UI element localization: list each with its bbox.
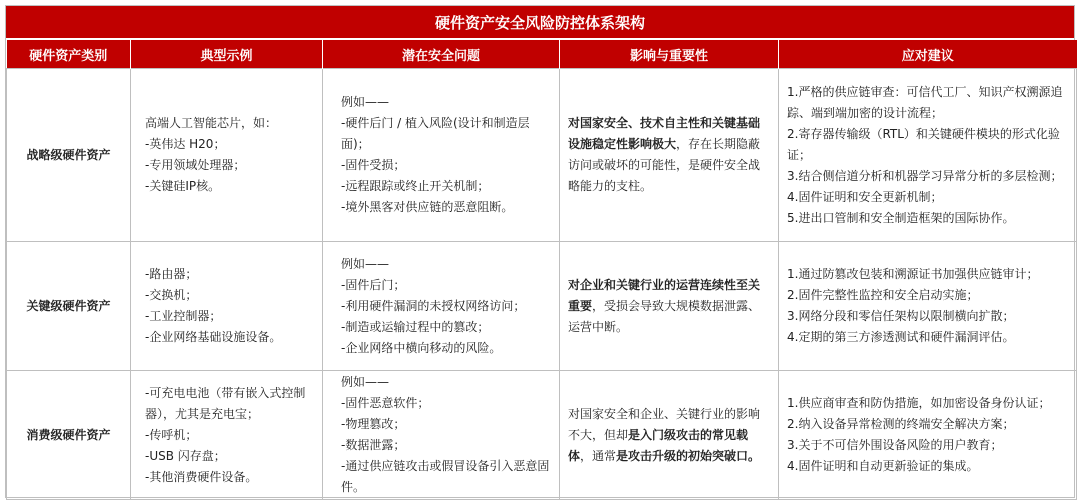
table-row-strategic	[7, 69, 1077, 242]
table-row-consumer	[7, 371, 1077, 500]
impact-text: 对国家安全和企业、关键行业的影响不大，但却	[568, 406, 761, 442]
examples-cell: 高端人工智能芯片，如： -英伟达 H20； -专用领域处理器； -关键硅IP核。	[131, 69, 323, 242]
framework-table	[6, 40, 1077, 500]
category-cell: 战略级硬件资产	[7, 69, 131, 242]
examples-cell: -可充电电池（带有嵌入式控制器），尤其是充电宝； -传呼机； -USB 闪存盘； -其他消费硬件设备。	[131, 371, 323, 500]
impact-cell	[560, 371, 779, 500]
issues-cell: 例如—— -硬件后门 / 植入风险(设计和制造层面)； -固件受损； -远程跟踪或终止开关机制； -境外黑客对供应链的恶意阻断。	[323, 69, 560, 242]
examples-cell: -路由器； -交换机； -工业控制器； -企业网络基础设施设备。	[131, 242, 323, 371]
header-examples: 典型示例	[131, 40, 323, 69]
impact-cell	[560, 242, 779, 371]
impact-emphasis: 对企业和关键行业的运营连续性至关重要	[568, 277, 761, 313]
impact-emphasis: 是攻击升级的初始突破口。	[616, 448, 761, 463]
issues-cell: 例如—— -固件后门； -利用硬件漏洞的未授权网络访问； -制造或运输过程中的篡改； -企业网络中横向移动的风险。	[323, 242, 560, 371]
header-impact: 影响与重要性	[560, 40, 779, 69]
impact-cell	[560, 69, 779, 242]
advice-cell: 1.严格的供应链审查：可信代工厂、知识产权溯源追踪、端到端加密的设计流程； 2.寄存器传输级（RTL）和关键硬件模块的形式化验证； 3.结合侧信道分析和机器学习异常分析的多层检测； 4.固件证明和安全更新机制； 5.进出口管制和安全制造框架的国际协作。	[779, 69, 1077, 242]
impact-emphasis: 对国家安全、技术自主性和关键基础设施稳定性影响极大	[568, 116, 761, 151]
category-cell: 关键级硬件资产	[7, 242, 131, 371]
header-issues: 潜在安全问题	[323, 40, 560, 69]
header-row	[7, 40, 1077, 69]
advice-cell: 1.供应商审查和防伪措施，如加密设备身份认证； 2.纳入设备异常检测的终端安全解决方案； 3.关于不可信外围设备风险的用户教育； 4.固件证明和自动更新验证的集成。	[779, 371, 1077, 500]
advice-cell: 1.通过防篡改包装和溯源证书加强供应链审计； 2.固件完整性监控和安全启动实施； 3.网络分段和零信任架构以限制横向扩散； 4.定期的第三方渗透测试和硬件漏洞评估。	[779, 242, 1077, 371]
table-title: 硬件资产安全风险防控体系架构	[6, 6, 1074, 40]
header-category: 硬件资产类别	[7, 40, 131, 69]
issues-cell: 例如—— -固件恶意软件； -物理篡改； -数据泄露； -通过供应链攻击或假冒设备引入恶意固件。	[323, 371, 560, 500]
impact-emphasis: 是入门级攻击的常见载体	[568, 427, 749, 463]
impact-text: ，通常	[580, 448, 617, 463]
header-advice: 应对建议	[779, 40, 1077, 69]
risk-framework-table	[5, 5, 1075, 498]
table-row-critical	[7, 242, 1077, 371]
impact-text: ，存在长期隐蔽访问或破坏的可能性，是硬件安全战略能力的支柱。	[568, 137, 761, 193]
impact-text: ，受损会导致大规模数据泄露、运营中断。	[568, 298, 761, 334]
category-cell: 消费级硬件资产	[7, 371, 131, 500]
